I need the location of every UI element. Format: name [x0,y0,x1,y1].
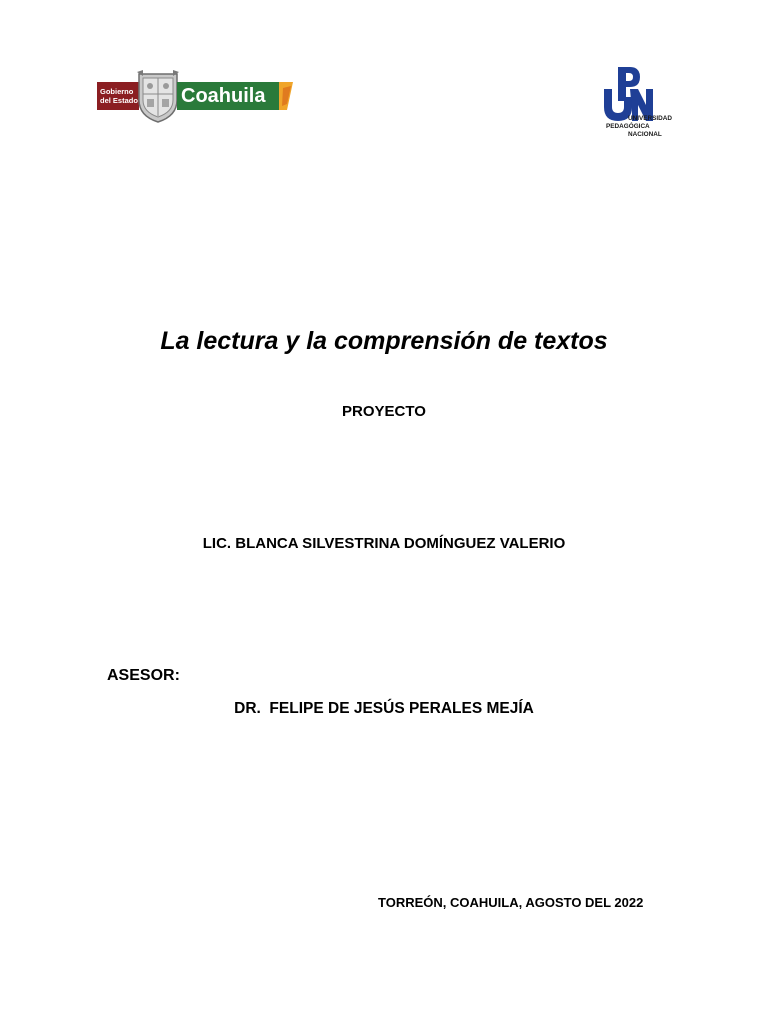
document-type: PROYECTO [342,403,426,420]
place-date: TORREÓN, COAHUILA, AGOSTO DEL 2022 [378,895,644,910]
document-title: La lectura y la comprensión de textos [160,327,608,355]
advisor-name: DR. FELIPE DE JESÚS PERALES MEJÍA [234,700,534,717]
upn-name-line2: PEDAGÓGICA [606,123,650,130]
flag-stripe-icon [279,82,293,110]
upn-logo [600,67,684,143]
coahuila-wordmark: Coahuila [177,82,281,110]
advisor-label: ASESOR: [107,667,180,684]
coat-of-arms-icon [133,70,183,124]
coahuila-logo [97,70,293,124]
upn-name-line1: UNIVERSIDAD [628,115,673,122]
gobierno-label: Gobierno del Estado [97,82,139,110]
upn-name-line3: NACIONAL [628,131,662,138]
author-name: LIC. BLANCA SILVESTRINA DOMÍNGUEZ VALERIO [202,535,566,552]
